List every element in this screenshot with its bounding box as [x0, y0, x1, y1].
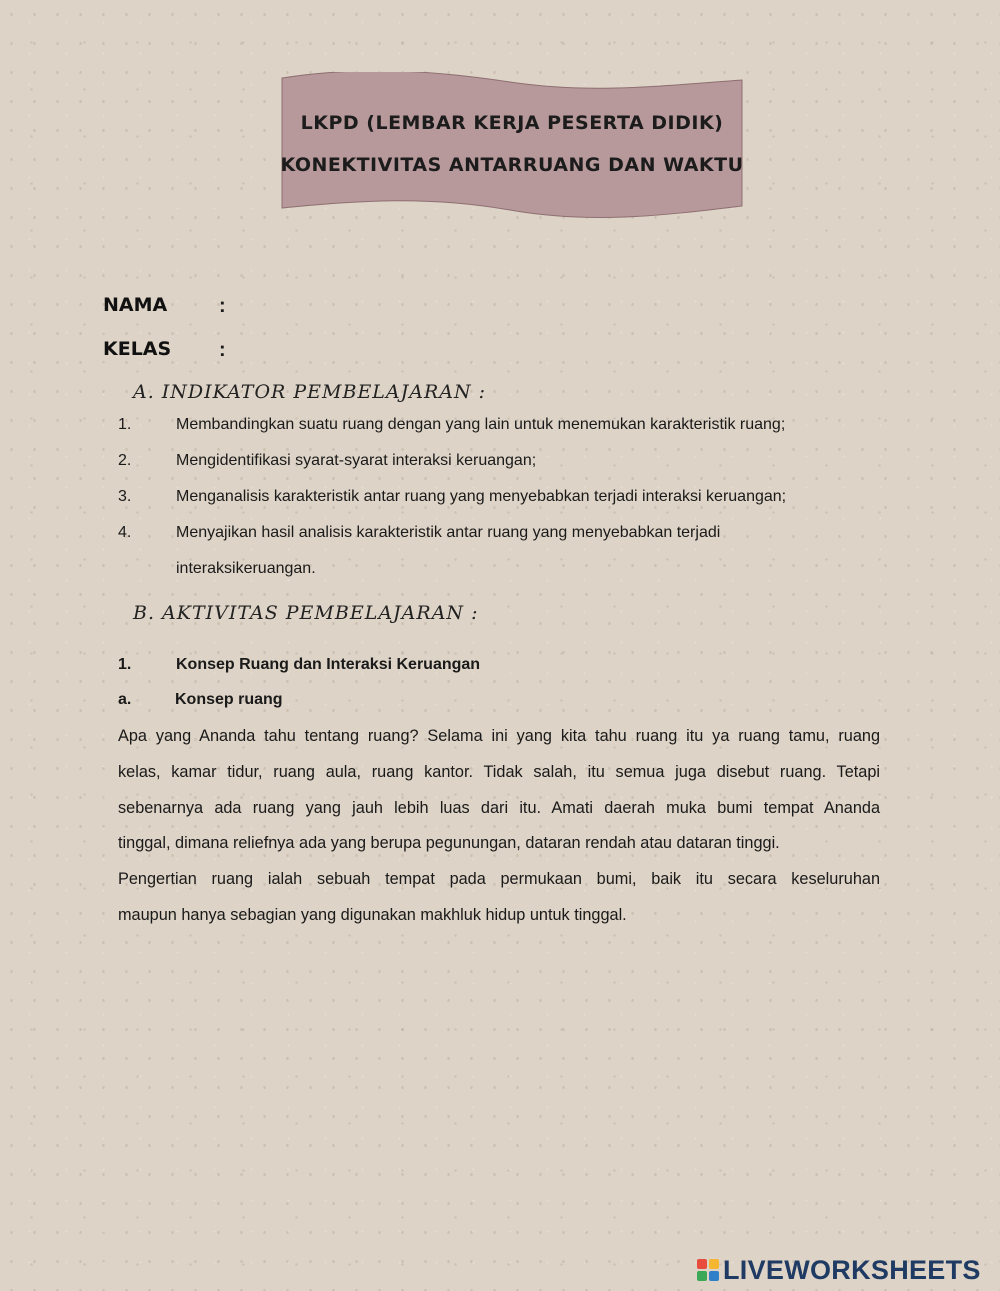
paragraph-line: sebenarnya ada ruang yang jauh lebih luas dari itu. Amati daerah muka bumi tempat Ananda: [118, 798, 880, 817]
nama-colon: :: [219, 295, 226, 317]
nama-label: NAMA: [103, 294, 168, 316]
title-banner: [280, 72, 744, 218]
banner-title-line1: LKPD (LEMBAR KERJA PESERTA DIDIK): [300, 112, 724, 134]
subhead-a-text: Konsep ruang: [175, 691, 283, 708]
logo-mark-e: [709, 1271, 719, 1281]
banner-shape: [280, 72, 744, 218]
liveworksheets-logo[interactable]: [697, 1255, 981, 1285]
concept-paragraph: [118, 719, 880, 934]
logo-mark-v: [697, 1271, 707, 1281]
kelas-colon: :: [219, 339, 226, 361]
logo-mark-i: [709, 1259, 719, 1269]
kelas-label: KELAS: [103, 338, 172, 360]
subhead-1-text: Konsep Ruang dan Interaksi Keruangan: [176, 656, 481, 673]
indicator-1-number: 1.: [118, 416, 132, 433]
indicator-2-text: Mengidentifikasi syarat-syarat interaksi keruangan;: [176, 452, 537, 469]
indicator-3-number: 3.: [118, 488, 132, 505]
subhead-a-number: a.: [118, 691, 132, 708]
banner-title-line2: KONEKTIVITAS ANTARRUANG DAN WAKTU: [280, 154, 744, 176]
indicator-4-number: 4.: [118, 524, 132, 541]
indicator-4-text: Menyajikan hasil analisis karakteristik antar ruang yang menyebabkan terjadi: [176, 524, 721, 541]
logo-mark-icon: [697, 1259, 719, 1281]
section-a-heading: A. INDIKATOR PEMBELAJARAN :: [133, 381, 487, 403]
indicator-4-continuation: interaksikeruangan.: [176, 560, 316, 577]
logo-mark-l: [697, 1259, 707, 1269]
paragraph-line: maupun hanya sebagian yang digunakan makhluk hidup untuk tinggal.: [118, 905, 627, 924]
indicator-1-text: Membandingkan suatu ruang dengan yang lain untuk menemukan karakteristik ruang;: [176, 416, 786, 433]
paragraph-line: Apa yang Ananda tahu tentang ruang? Selama ini yang kita tahu ruang itu ya ruang tamu, ruang: [118, 727, 880, 745]
section-b-heading: B. AKTIVITAS PEMBELAJARAN :: [133, 602, 479, 624]
subhead-1-number: 1.: [118, 656, 132, 673]
paragraph-line: kelas, kamar tidur, ruang aula, ruang kantor. Tidak salah, itu semua juga disebut ruang. Tetapi: [118, 762, 880, 781]
indicator-3-text: Menganalisis karakteristik antar ruang yang menyebabkan terjadi interaksi keruangan;: [176, 488, 787, 505]
indicator-2-number: 2.: [118, 452, 132, 469]
paragraph-line: tinggal, dimana reliefnya ada yang berupa pegunungan, dataran rendah atau dataran tinggi.: [118, 834, 780, 853]
logo-text: LIVEWORKSHEETS: [723, 1254, 981, 1285]
paragraph-line: Pengertian ruang ialah sebuah tempat pada permukaan bumi, baik itu secara keseluruhan: [118, 870, 880, 889]
